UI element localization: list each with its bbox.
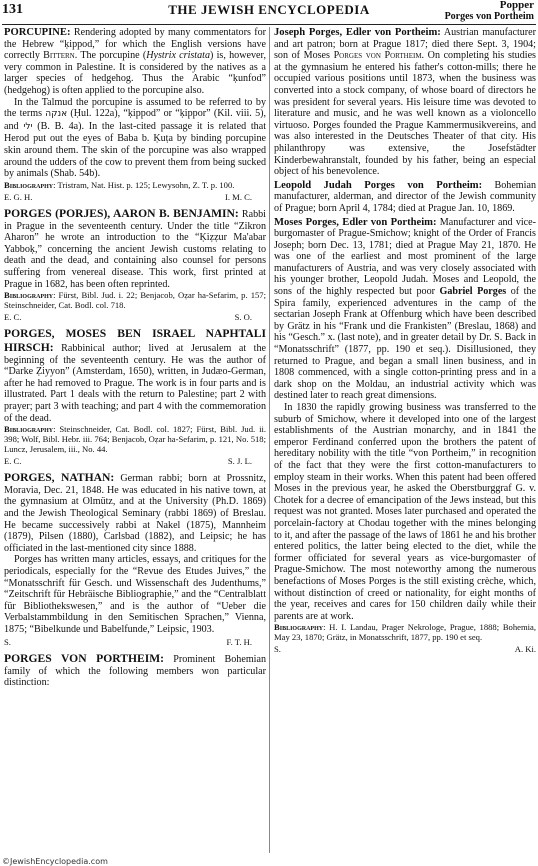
copyright-footer: ©JewishEncyclopedia.com — [2, 857, 108, 866]
entry-aaron-porges: PORGES (PORJES), AARON B. BENJAMIN: Rabbi in Prague in the seventeenth century. Under the title “Zikron Aharon” he wrote an introduction to the “Ḳiẓẓur Ma'abar Yabboḳ,” concerning the ancient Jewish customs relating to death and the dead, and containing also counsel for persons suffering from venereal disease. This work, first printed at Prague in 1682, has been often reprinted. — [4, 207, 266, 290]
running-head-line2: Porges von Portheim — [444, 11, 534, 22]
page-number: 131 — [2, 2, 23, 17]
headword-porges-von-portheim: PORGES VON PORTHEIM: — [4, 652, 165, 666]
signature: E. G. H. I. M. C. — [4, 191, 252, 202]
entry-moses-ben-israel: PORGES, MOSES BEN ISRAEL NAPHTALI HIRSCH: Rabbinical author; lived at Jerusalem at the beginning of the seventeenth century. He was the author of “Darke Ẓiyyon” (Amsterdam, 1650), written, in Judæo-German, after he had removed to Prague. The work is in four parts and is illustrated. Part 1 deals with the return to Palestine; part 2 with prayer; part 3 with teaching; and part 4 with the commemoration of the dead. — [4, 327, 266, 424]
left-column — [4, 27, 266, 853]
entry-joseph-porges: Joseph Porges, Edler von Portheim: Austrian manufacturer and art patron; born at Prague 1817; died there Sept. 3, 1904; son of Moses Porges von Portheim. On completing his studies at the gymnasium he entered his father's cotton-mills; there he occupied various positions until 1873, when the business was converted into a stock company, of whose board of directors he was president for several years. His leisure time was devoted to literature and music, and he was well known as a violoncello virtuoso. Porges founded the Prague Kammermusikvereins, and was also interested in the Deutsches Theater of that city. His philanthropy was extensive, the Josefstädter Kinderbewahranstalt, founded by his father, being an especial object of his benevolence. — [274, 27, 536, 178]
signature: S. F. T. H. — [4, 636, 252, 647]
signature: E. C. S. O. — [4, 311, 252, 322]
entry-moses-porges: Moses Porges, Edler von Portheim: Manufacturer and vice-burgomaster of Prague-Smichow; knight of the Order of Francis Joseph; born Dec. 13, 1781; died at Prague May 21, 1870. He was one of the earliest and most prominent of the large manufacturers of Austria, and was very closely associated with his younger brother, Leopold Judah. Moses and Leopold, the sons of the highly respected but poor Gabriel Porges of the Spira family, experienced adventures in the camp of the sectarian Joseph Frank at Offenburg which have been described by Grätz in his “Frank und die Frankisten” (Breslau, 1868) and his “Gesch.” x. (last note), and in greater detail by Dr. S. Back in “Monatsschrift” (1877, pp. 190 et seq.). Disillusioned, they returned to Prague, and began a small linen business, and in 1808 commenced, with a single cotton-printing press and in a dark shop on the Moldau, an industrial activity which was destined later to reach great dimensions. — [274, 216, 536, 402]
signature: E. C. S. J. L. — [4, 455, 252, 466]
column-divider — [269, 27, 270, 853]
headword-aaron-porges: PORGES (PORJES), AARON B. BENJAMIN: — [4, 207, 239, 221]
headword-leopold-judah: Leopold Judah Porges von Portheim: — [274, 179, 483, 191]
headword-moses-porges: Moses Porges, Edler von Portheim: — [274, 216, 437, 228]
signature: S. A. Ki. — [274, 643, 536, 654]
running-head-line1: Popper — [499, 0, 534, 11]
headword-moses-ben-israel: PORGES, MOSES BEN ISRAEL NAPHTALI HIRSCH: — [4, 327, 266, 355]
paragraph: Porges has written many articles, essays, and critiques for the periodicals, especially for the “Revue des Etudes Juives,” the “Monatsschrift für Gesch. und Wissenschaft des Judenthums,” “Zeitschrift für Hebräische Bibliographie,” and the “Centralblatt für Bibliothekswesen,” and is the author of “Ueber die Verbalstammbildung in den Semitischen Sprachen,” Vienna, 1875; “Bibelkunde und Babelfunde,” Leipsic, 1903. — [4, 554, 266, 635]
journal-title: THE JEWISH ENCYCLOPEDIA — [168, 2, 370, 17]
entry-porges-von-portheim: PORGES VON PORTHEIM: Prominent Bohemian family of which the following members won particular distinction: — [4, 652, 266, 689]
name-gabriel-porges: Gabriel Porges — [439, 286, 507, 298]
hebrew-term: אנקה — [45, 109, 68, 120]
entry-nathan-porges: PORGES, NATHAN: German rabbi; born at Prossnitz, Moravia, Dec. 21, 1848. He was educated in his native town, at the gymnasium at Olmütz, and at the University (Ph.D. 1869) and the Jewish Theological Seminary (rabbi 1869) of Breslau. He became successively rabbi at Nakel (1875), Mannheim (1879), Pilsen (1880), Carlsbad (1882), and Leipsic; he has officiated in the last-mentioned city since 1888. — [4, 471, 266, 554]
paragraph: In the Talmud the porcupine is assumed to be referred to by the terms אנקה (Ḥul. 122a), “ḳippod” or “ḳippor” (Kil. viii. 5), and ילי (B. B. 4a). In the last-cited passage it is related that Herod put out the eyes of Baba b. Ḳuṭa by binding porcupine skin around them. The skin of the porcupine was also wrapped around the udders of the cow to prevent them from being sucked by animals (Shab. 54b). — [4, 96, 266, 180]
entry-leopold-judah: Leopold Judah Porges von Portheim: Bohemian manufacturer, alderman, and director of the Jewish community of Prague; born April 4, 1784; died at Prague Jan. 10, 1869. — [274, 179, 536, 214]
headword-joseph-porges: Joseph Porges, Edler von Portheim: — [274, 27, 441, 38]
bibliography: Bibliography: Steinschneider, Cat. Bodl. col. 1827; Fürst, Bibl. Jud. ii. 398; Wolf, Bibl. Hebr. iii. 764; Benjacob, Oẓar ha-Sefarim, p. 121, No. 518; Luncz, Jerusalem, iii., No. 44. — [4, 424, 266, 454]
headword-porcupine: PORCUPINE: — [4, 27, 71, 38]
bibliography: Bibliography: Tristram, Nat. Hist. p. 125; Lewysohn, Z. T. p. 100. — [4, 179, 235, 190]
entry-porcupine: PORCUPINE: Rendering adopted by many commentators for the Hebrew “ḳippod,” for which the English versions have correctly Bittern. The porcupine (Hystrix cristata) is, however, very common in Palestine. It is considered by the natives as a larger species of hedgehog. Thus the Arabic “ḳunfod” (hedgehog) is often applied to the porcupine also. — [4, 27, 266, 96]
bibliography: Bibliography: Fürst, Bibl. Jud. i. 22; Benjacob, Oẓar ha-Sefarim, p. 157; Steinschneider, Cat. Bodl. col. 718. — [4, 290, 266, 311]
bibliography: Bibliography: H. I. Landau, Prager Nekrologe, Prague, 1888; Bohemia, May 23, 1870; Grätz, in Monatsschrift, 1877, pp. 190 et seq. — [274, 622, 536, 643]
running-head — [445, 0, 534, 22]
hebrew-term: ילי — [23, 121, 33, 132]
paragraph: In 1830 the rapidly growing business was transferred to the suburb of Smichow, where it developed into one of the largest establishments of the Austrian monarchy, and in 1841 the emperor Ferdinand conferred upon the brothers the patent of hereditary nobility with the title “von Portheim,” in recognition of the fact that they were the first cotton-manufacturers to employ steam in their works. When this patent had been offered Moses in the previous year, he asked the Oberstburggraf G. v. Chotek for a decree of emancipation of the Jews instead, but this request was not granted. Moses later purchased and operated the porcelain-factory at Chodau together with the mines belonging to it, and after the passage of the laws of 1861 he and his brother entered politics, the latter being elected to the diet, while the former officiated for several years as vice-burgomaster of Prague-Smichow. The most noteworthy among the numerous benefactions of Moses Porges is the still existing crèche, which, without distinction of creed or nationality, for eight months of the year, receives and cares for 150 children daily while their parents are at work. — [274, 402, 536, 622]
right-column — [274, 27, 536, 853]
headword-nathan-porges: PORGES, NATHAN: — [4, 471, 115, 485]
page-header — [2, 0, 536, 25]
